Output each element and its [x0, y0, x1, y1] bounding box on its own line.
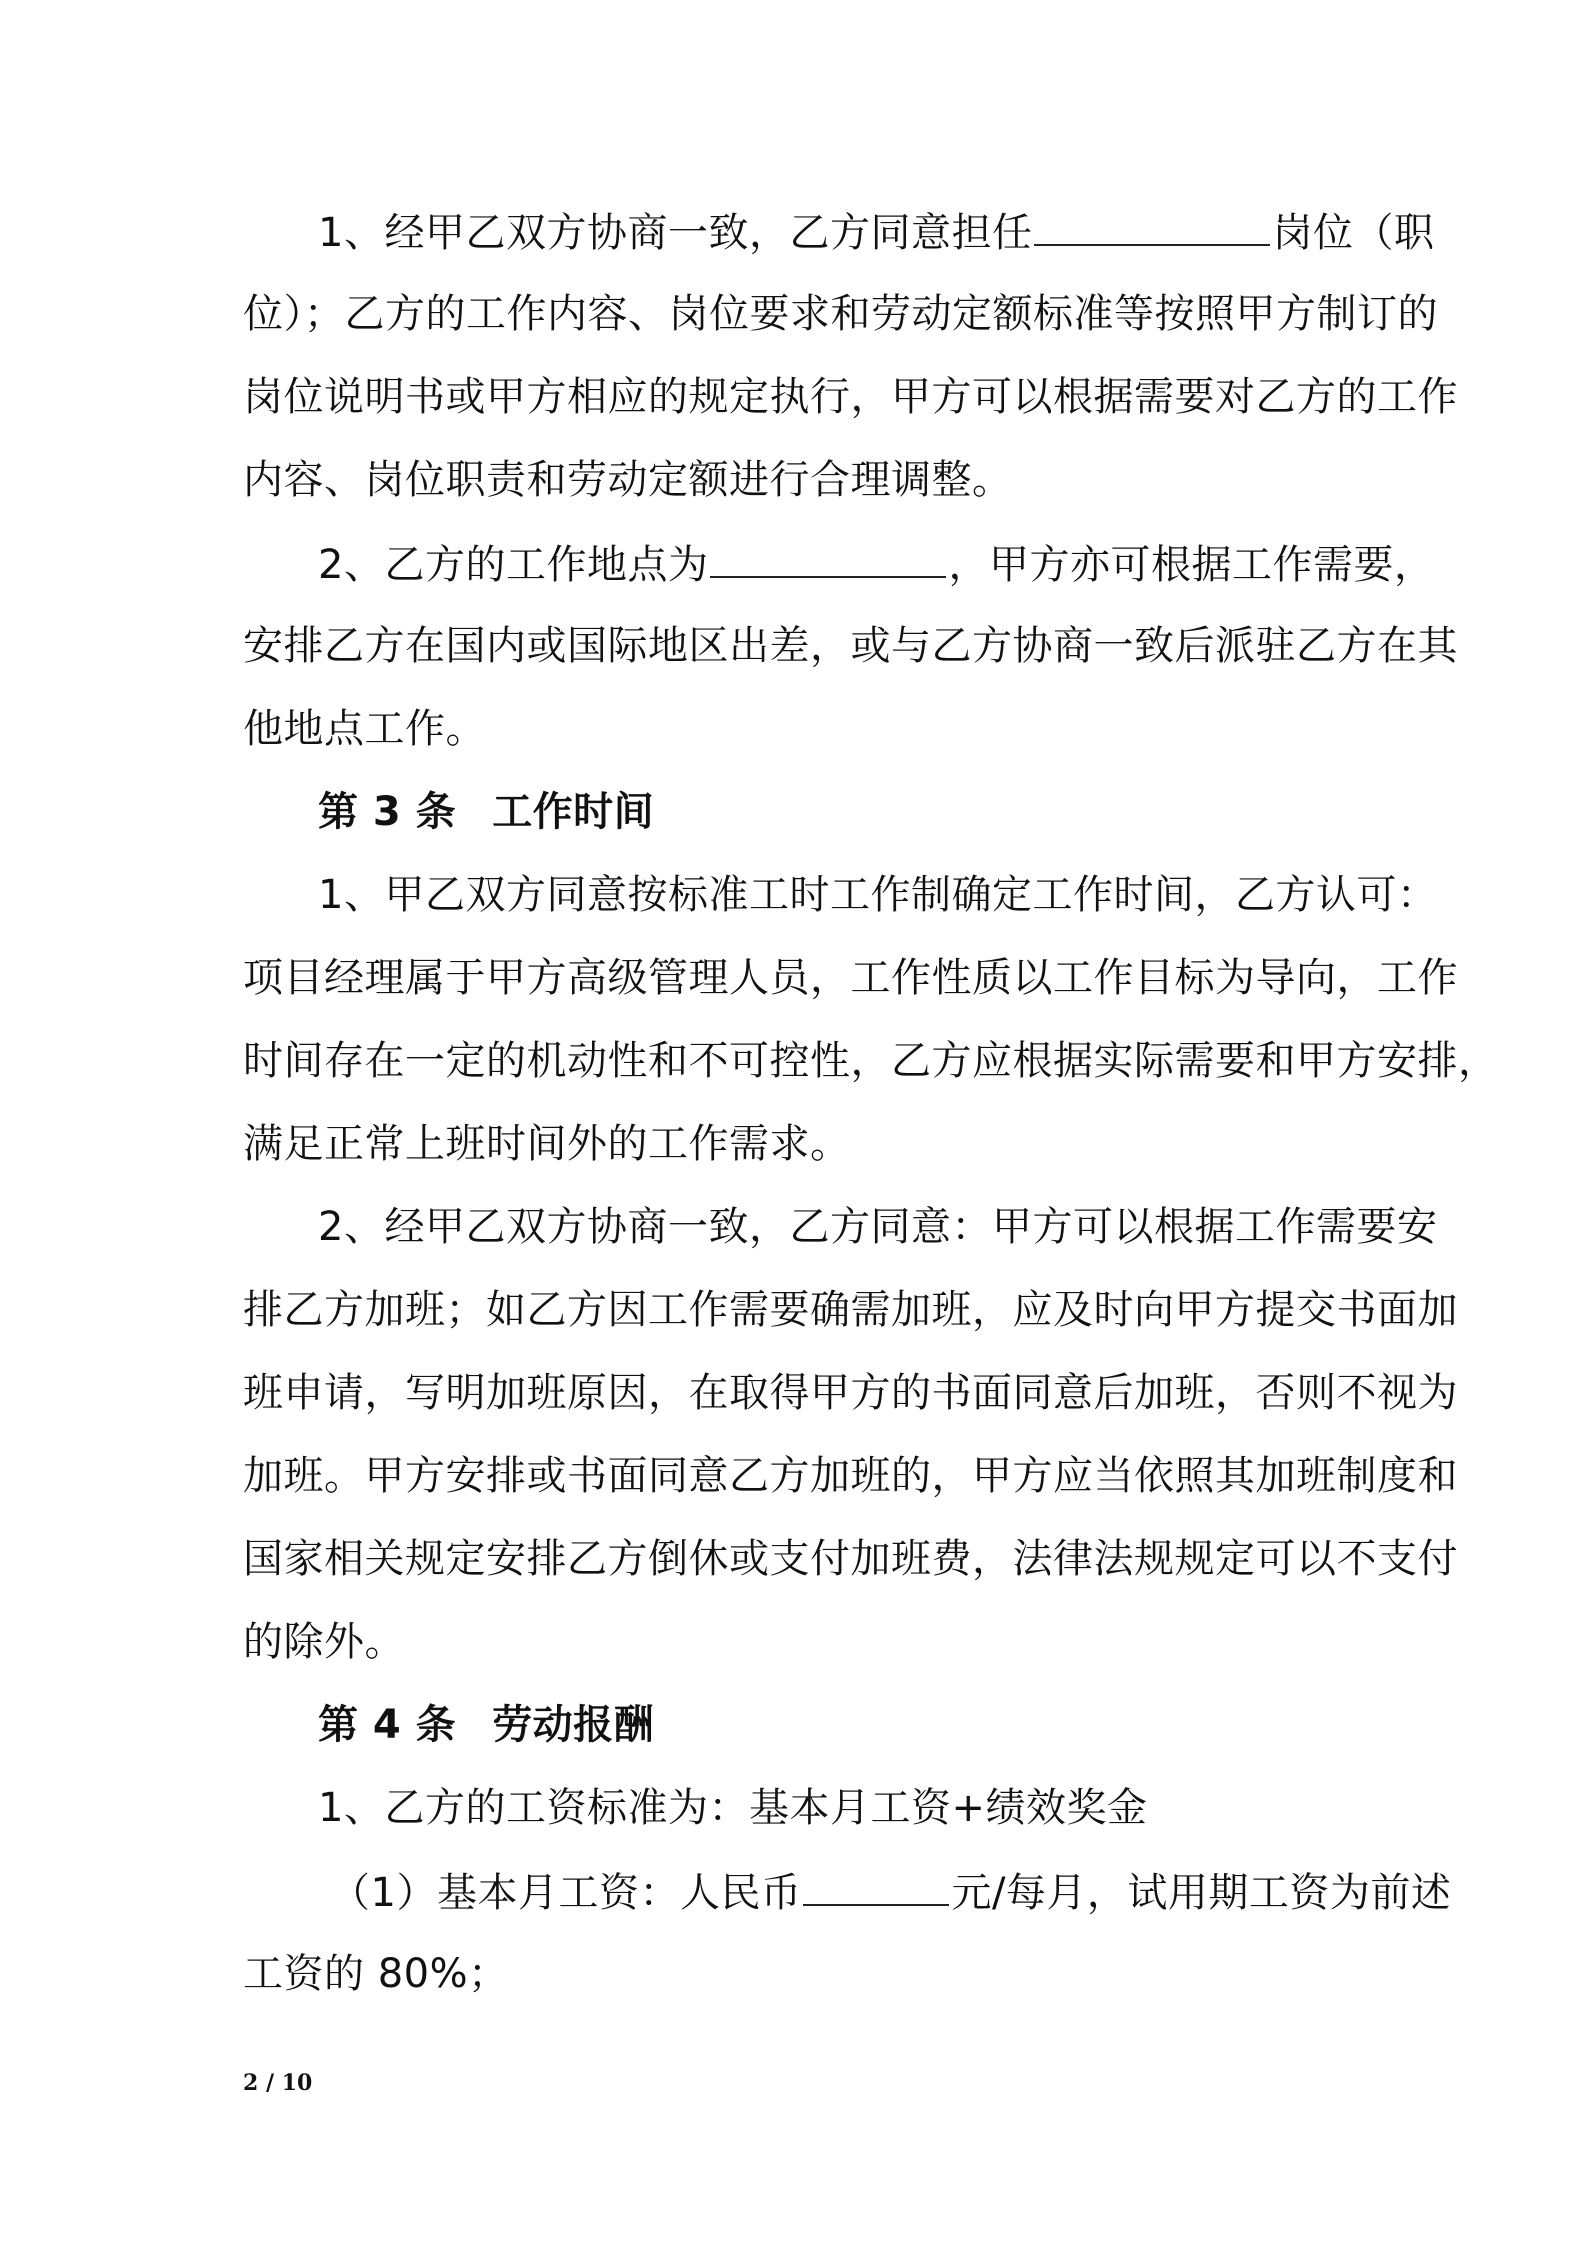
clause-2-2-line-3: 他地点工作。	[243, 706, 486, 752]
text-fragment: 元/每月，试用期工资为前述	[951, 1870, 1452, 1916]
clause-3-1-line-1: 1、甲乙双方同意按标准工时工作制确定工作时间，乙方认可：	[318, 872, 1438, 918]
clause-3-1-line-3: 时间存在一定的机动性和不可控性，乙方应根据实际需要和甲方安排，	[243, 1038, 1499, 1084]
clause-3-1-line-4: 满足正常上班时间外的工作需求。	[243, 1121, 851, 1167]
clause-3-2-line-3: 班申请，写明加班原因，在取得甲方的书面同意后加班，否则不视为	[243, 1370, 1458, 1416]
clause-4-1-line-1: 1、乙方的工资标准为：基本月工资+绩效奖金	[318, 1785, 1148, 1831]
clause-3-2-line-6: 的除外。	[243, 1619, 405, 1665]
workplace-blank-field	[710, 536, 946, 578]
clause-2-1-line-3: 岗位说明书或甲方相应的规定执行，甲方可以根据需要对乙方的工作	[243, 374, 1458, 420]
clause-2-1-line-4: 内容、岗位职责和劳动定额进行合理调整。	[243, 457, 1013, 503]
position-blank-field	[1034, 204, 1270, 246]
page-number: 2 / 10	[243, 2070, 313, 2096]
clause-3-2-line-2: 排乙方加班；如乙方因工作需要确需加班，应及时向甲方提交书面加	[243, 1287, 1458, 1333]
text-fragment: ，甲方亦可根据工作需要，	[948, 542, 1435, 588]
text-fragment: 2、乙方的工作地点为	[318, 542, 709, 588]
clause-3-2-line-1: 2、经甲乙双方协商一致，乙方同意：甲方可以根据工作需要安	[318, 1204, 1438, 1250]
clause-2-1-line-1	[318, 204, 1435, 260]
clause-3-1-line-2: 项目经理属于甲方高级管理人员，工作性质以工作目标为导向，工作	[243, 955, 1458, 1001]
text-fragment: 岗位（职	[1272, 210, 1435, 256]
clause-4-1-item-1-line-2: 工资的 80%；	[243, 1951, 509, 1997]
clause-2-1-line-2: 位）；乙方的工作内容、岗位要求和劳动定额标准等按照甲方制订的	[243, 291, 1438, 337]
clause-3-2-line-4: 加班。甲方安排或书面同意乙方加班的，甲方应当依照其加班制度和	[243, 1453, 1458, 1499]
article-4-heading	[318, 1698, 1355, 1752]
article-3-heading	[318, 785, 1355, 839]
clause-3-2-line-5: 国家相关规定安排乙方倒休或支付加班费，法律法规规定可以不支付	[243, 1536, 1458, 1582]
clause-4-1-item-1-line-1	[330, 1864, 1452, 1920]
article-title: 工作时间	[492, 789, 655, 835]
article-number: 第 4 条	[318, 1702, 457, 1748]
clause-2-2-line-2: 安排乙方在国内或国际地区出差，或与乙方协商一致后派驻乙方在其	[243, 623, 1458, 669]
salary-blank-field	[803, 1864, 949, 1906]
text-fragment: （1）基本月工资：人民币	[330, 1870, 802, 1916]
text-fragment: 1、经甲乙双方协商一致，乙方同意担任	[318, 210, 1033, 256]
article-title: 劳动报酬	[492, 1702, 655, 1748]
clause-2-2-line-1	[318, 536, 1435, 592]
article-number: 第 3 条	[318, 789, 457, 835]
